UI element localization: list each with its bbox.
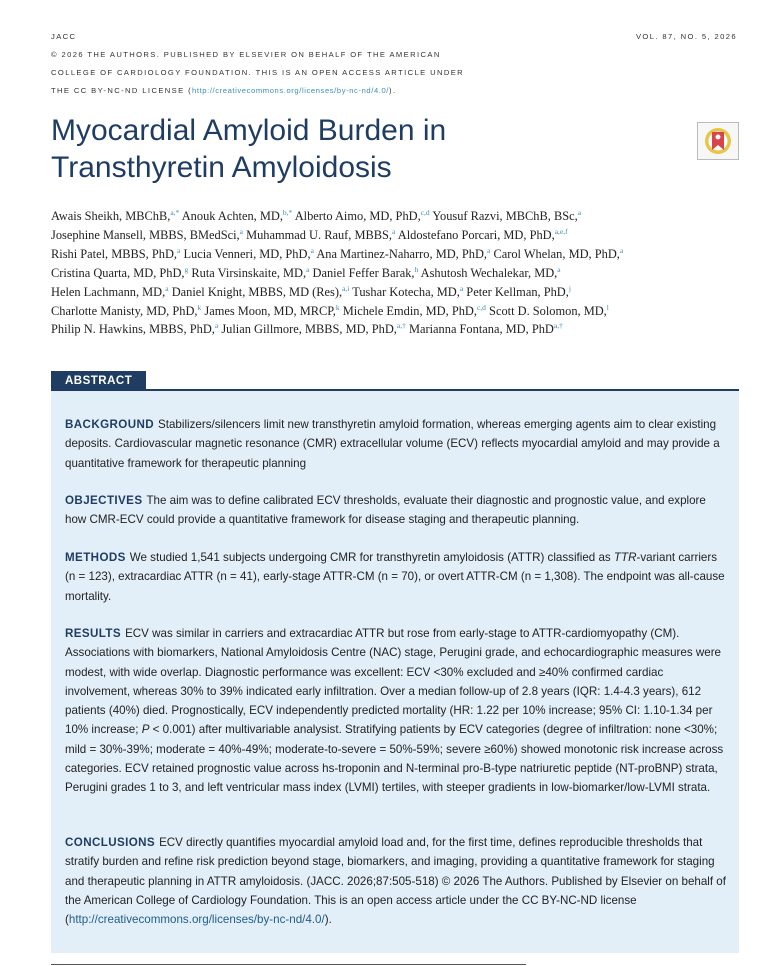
methods-italic: TTR [613,551,637,564]
article-title [51,112,611,186]
author-name: Alberto Aimo, MD, PhD, [294,209,421,223]
author-affiliation[interactable]: j [568,283,571,293]
author-name: Lucia Venneri, MD, PhD, [183,246,311,261]
methods-text-2: -variant carriers (n = 123), extracardiac ATTR (n = 41), early-stage ATTR-CM (n = 70), or overt ATTR-CM (n = 1,308). The endpoint was all-cause mortality. [65,551,725,603]
conclusions-section [65,833,730,929]
author-affiliation[interactable]: a [577,208,582,217]
author-affiliation[interactable]: b,* [282,208,293,217]
results-section [65,624,730,798]
background-heading: BACKGROUND [65,418,155,431]
author-name: Ruta Virsinskaite, MD, [191,265,307,280]
copyright-line-1: © 2026 THE AUTHORS. PUBLISHED BY ELSEVIER ON BEHALF OF THE AMERICAN [51,50,441,59]
author-affiliation[interactable]: a [165,283,169,293]
author-list [51,207,751,339]
footnote-rule [51,964,526,965]
author-name: James Moon, MD, MRCP, [204,303,336,318]
author-affiliation[interactable]: a,e,f [554,226,568,236]
author-name: Aldostefano Porcari, MD, PhD, [397,227,555,242]
author-line [51,283,751,302]
author-affiliation[interactable]: c,d [476,302,486,312]
author-name: Ashutosh Wechalekar, MD, [420,265,558,280]
author-line [51,245,751,264]
author-line [51,207,751,226]
background-section [65,415,730,473]
author-name: Josephine Mansell, MBBS, BMedSci, [51,227,240,242]
author-name: Ana Martinez-Naharro, MD, PhD, [316,246,487,261]
conclusions-text-1: ECV directly quantifies myocardial amyloid load and, for the first time, defines reproducible thresholds that stratify burden and refine risk prediction beyond stage, biomarkers, and imaging, providing a quantitative framework for staging and therapeutic planning in ATTR amyloidosis. (JACC. 2026;87:505-518) © 2026 The Authors. Published by Elsevier on behalf of the American College of Cardiology Foundation. This is an open access article under the CC BY-NC-ND license ( [65,836,726,927]
author-line [51,226,751,245]
author-affiliation[interactable]: a [459,283,464,293]
author-affiliation[interactable]: a [239,226,243,236]
license-prefix: THE CC BY-NC-ND LICENSE ( [51,86,193,95]
conclusions-license-link[interactable]: http://creativecommons.org/licenses/by-nc-nd/4.0/ [68,913,325,927]
author-name: Rishi Patel, MBBS, PhD, [51,246,177,261]
author-name: Awais Sheikh, MBChB, [51,209,171,223]
methods-heading: METHODS [65,551,126,564]
author-affiliation[interactable]: a [619,245,624,255]
author-name: Helen Lachmann, MD, [51,284,166,299]
author-affiliation[interactable]: a [392,226,396,236]
author-name: Anouk Achten, MD, [181,209,283,223]
author-name: Tushar Kotecha, MD, [352,284,460,299]
objectives-text: The aim was to define calibrated ECV thresholds, evaluate their diagnostic and prognostic value, and explore how CMR-ECV could provide a quantitative framework for disease staging and therapeutic planning. [65,494,706,527]
author-affiliation[interactable]: g [184,264,189,274]
objectives-section [65,491,730,530]
author-name: Muhammad U. Rauf, MBBS, [246,227,393,242]
license-suffix: ). [389,86,397,95]
conclusions-heading: CONCLUSIONS [65,836,156,849]
author-affiliation[interactable]: c,d [420,208,430,217]
author-name: Carol Whelan, MD, PhD, [493,246,620,261]
author-affiliation[interactable]: a,* [170,208,180,217]
author-line [51,320,751,339]
author-affiliation[interactable]: a [306,264,310,274]
author-affiliation[interactable]: a,† [396,321,406,331]
author-name: Daniel Knight, MBBS, MD (Res), [171,284,343,299]
author-name: Marianna Fontana, MD, PhD [408,322,554,337]
copyright-line-3 [51,82,571,100]
author-name: Peter Kellman, PhD, [466,284,569,299]
volume-info: VOL. 87, NO. 5, 2026 [635,32,737,41]
author-affiliation[interactable]: a [487,245,491,255]
copyright-header [51,28,571,100]
author-affiliation[interactable]: a [177,245,181,255]
title-line-1: Myocardial Amyloid Burden in [51,114,447,147]
results-heading: RESULTS [65,627,122,640]
author-name: Julian Gillmore, MBBS, MD, PhD, [221,322,397,337]
methods-section [65,548,730,606]
methods-text-1: We studied 1,541 subjects undergoing CMR for transthyretin amyloidosis (ATTR) classified as [129,551,614,564]
copyright-line-2: COLLEGE OF CARDIOLOGY FOUNDATION. THIS IS AN OPEN ACCESS ARTICLE UNDER [51,68,465,77]
results-text-2: < 0.001) after multivariable analysist. Stratifying patients by ECV categories (degree of infiltration: none <30%; mild = 30%-39%; moderate = 40%-49%; moderate-to-severe = 50%-59%; severe ≥60%) showed monotonic risk increase across categories. ECV retained prognostic value across hs-troponin and N-terminal pro-B-type natriuretic peptide (NT-proBNP) strata, Perugini grades 1 to 3, and left ventricular mass index (LVMI) tertiles, with steeper gradients in low-biomarker/low-LVMI strata. [65,723,724,795]
author-affiliation[interactable]: a [310,245,314,255]
title-line-2: Transthyretin Amyloidosis [51,151,392,184]
crossmark-badge-icon[interactable] [697,122,739,160]
journal-name: JACC [51,32,77,41]
author-affiliation[interactable]: a [214,321,219,331]
author-name: Scott D. Solomon, MD, [489,303,607,318]
author-affiliation[interactable]: k [335,302,340,312]
author-name: Charlotte Manisty, MD, PhD, [51,303,198,318]
author-affiliation[interactable]: k [197,302,202,312]
author-affiliation[interactable]: a,† [553,321,563,331]
author-name: Philip N. Hawkins, MBBS, PhD, [51,322,215,337]
author-name: Yousuf Razvi, MBChB, BSc, [432,209,578,223]
results-text-1: ECV was similar in carriers and extracardiac ATTR but rose from early-stage to ATTR-cardiomyopathy (CM). Associations with biomarkers, National Amyloidosis Centre (NAC) stage, Perugini grade, and echocardiographic measures were modest, with wide overlap. Diagnostic performance was excellent: ECV <30% excluded and ≥40% confirmed cardiac involvement, whereas 30% to 39% indicated early infiltration. Over a median follow-up of 2.8 years (IQR: 1.4-4.3 years), 612 patients (40%) died. Prognostically, ECV independently predicted mortality (HR: 1.22 per 10% increase; 95% CI: 1.10-1.34 per 10% increase; [65,627,721,737]
author-name: Cristina Quarta, MD, PhD, [51,265,185,280]
author-line [51,302,751,321]
background-text: Stabilizers/silencers limit new transthyretin amyloid formation, whereas emerging agents aim to clear existing deposits. Cardiovascular magnetic resonance (CMR) extracellular volume (ECV) reflects myocardial amyloid and may provide a quantitative framework for therapeutic planning [65,418,720,470]
abstract-label: ABSTRACT [51,371,146,390]
author-name: Michele Emdin, MD, PhD, [342,303,477,318]
author-affiliation[interactable]: l [606,302,609,312]
author-affiliation[interactable]: h [414,264,419,274]
author-name: Daniel Feffer Barak, [312,265,415,280]
objectives-heading: OBJECTIVES [65,494,143,507]
conclusions-text-2: ). [324,913,332,927]
author-line [51,264,751,283]
license-link[interactable]: http://creativecommons.org/licenses/by-nc-nd/4.0/ [192,86,390,95]
author-affiliation[interactable]: a [557,264,561,274]
abstract-rule [51,389,739,391]
results-italic-p: P [141,723,150,737]
author-affiliation[interactable]: a,i [342,283,350,293]
